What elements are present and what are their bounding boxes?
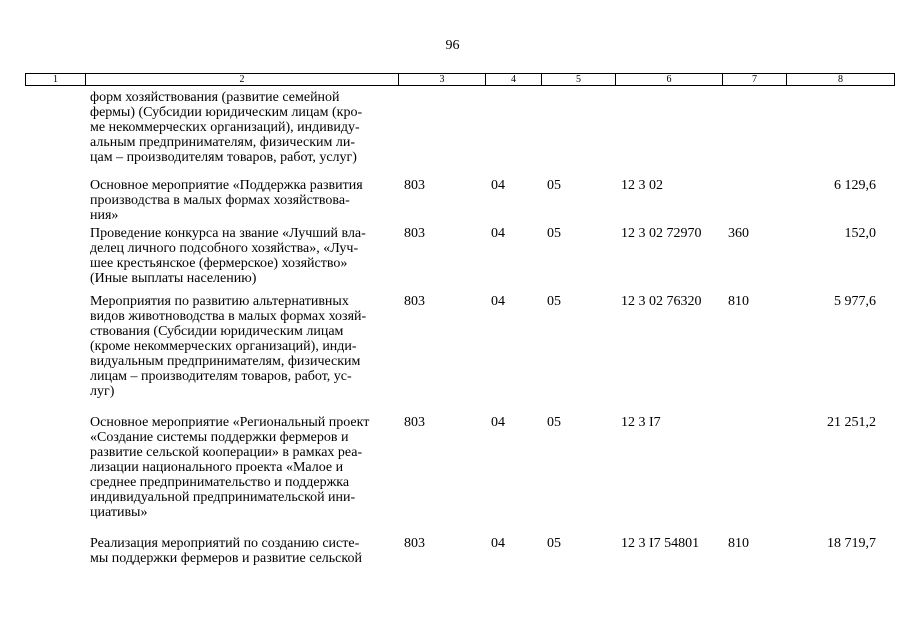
amount: 6 129,6 xyxy=(834,178,876,193)
table-row xyxy=(25,178,894,226)
ministry-code: 803 xyxy=(404,294,425,309)
subsection-code: 05 xyxy=(547,536,561,551)
page-number: 96 xyxy=(445,38,460,53)
ministry-code: 803 xyxy=(404,226,425,241)
table-row xyxy=(25,226,894,294)
column-header-3: 3 xyxy=(399,74,486,86)
section-code: 04 xyxy=(491,226,505,241)
row-description: Реализация мероприятий по созданию систе- мы поддержки фермеров и развитие сельской xyxy=(90,536,362,566)
expense-type-code: 360 xyxy=(728,226,749,241)
section-code: 04 xyxy=(491,536,505,551)
amount: 21 251,2 xyxy=(827,415,876,430)
section-code: 04 xyxy=(491,294,505,309)
amount: 18 719,7 xyxy=(827,536,876,551)
table-row xyxy=(25,415,894,536)
column-header-6: 6 xyxy=(616,74,723,86)
column-header-1: 1 xyxy=(26,74,86,86)
ministry-code: 803 xyxy=(404,536,425,551)
column-header-table xyxy=(25,73,895,86)
column-header-row xyxy=(26,74,895,86)
table-row xyxy=(25,90,894,178)
amount: 5 977,6 xyxy=(834,294,876,309)
section-code: 04 xyxy=(491,178,505,193)
column-header-2: 2 xyxy=(86,74,399,86)
row-description: Основное мероприятие «Региональный проект «Создание системы поддержки фермеров и развитие сельской кооперации» в рамках реа- лизации национального проекта «Малое и среднее предпринимательство и поддержка индивидуальной предпринимательской ини- циативы» xyxy=(90,415,370,520)
amount: 152,0 xyxy=(844,226,876,241)
target-article-code: 12 3 02 76320 xyxy=(621,294,702,309)
subsection-code: 05 xyxy=(547,226,561,241)
row-description: Проведение конкурса на звание «Лучший вла- делец личного подсобного хозяйства», «Луч- шее крестьянское (фермерское) хозяйство» (Иные выплаты населению) xyxy=(90,226,366,286)
table-row xyxy=(25,294,894,415)
column-header-8: 8 xyxy=(787,74,895,86)
subsection-code: 05 xyxy=(547,294,561,309)
target-article-code: 12 3 02 72970 xyxy=(621,226,702,241)
section-code: 04 xyxy=(491,415,505,430)
subsection-code: 05 xyxy=(547,178,561,193)
column-header-5: 5 xyxy=(542,74,616,86)
budget-table-body xyxy=(25,90,894,570)
row-description: Мероприятия по развитию альтернативных видов животноводства в малых формах хозяй- ствования (Субсидии юридическим лицам (кроме некоммерческих организаций), инди- видуальным предпринимателям, физическим лицам – производителям товаров, работ, ус- луг) xyxy=(90,294,367,399)
ministry-code: 803 xyxy=(404,178,425,193)
target-article-code: 12 3 I7 xyxy=(621,415,661,430)
expense-type-code: 810 xyxy=(728,294,749,309)
row-description: Основное мероприятие «Поддержка развития производства в малых формах хозяйствова- ния» xyxy=(90,178,363,223)
ministry-code: 803 xyxy=(404,415,425,430)
row-description: форм хозяйствования (развитие семейной фермы) (Субсидии юридическим лицам (кро- ме некоммерческих организаций), индивиду- альным предпринимателям, физическим ли- цам – производителям товаров, работ, услуг) xyxy=(90,90,363,165)
subsection-code: 05 xyxy=(547,415,561,430)
column-header-7: 7 xyxy=(723,74,787,86)
expense-type-code: 810 xyxy=(728,536,749,551)
target-article-code: 12 3 02 xyxy=(621,178,663,193)
column-header-4: 4 xyxy=(486,74,542,86)
table-row xyxy=(25,536,894,570)
target-article-code: 12 3 I7 54801 xyxy=(621,536,700,551)
